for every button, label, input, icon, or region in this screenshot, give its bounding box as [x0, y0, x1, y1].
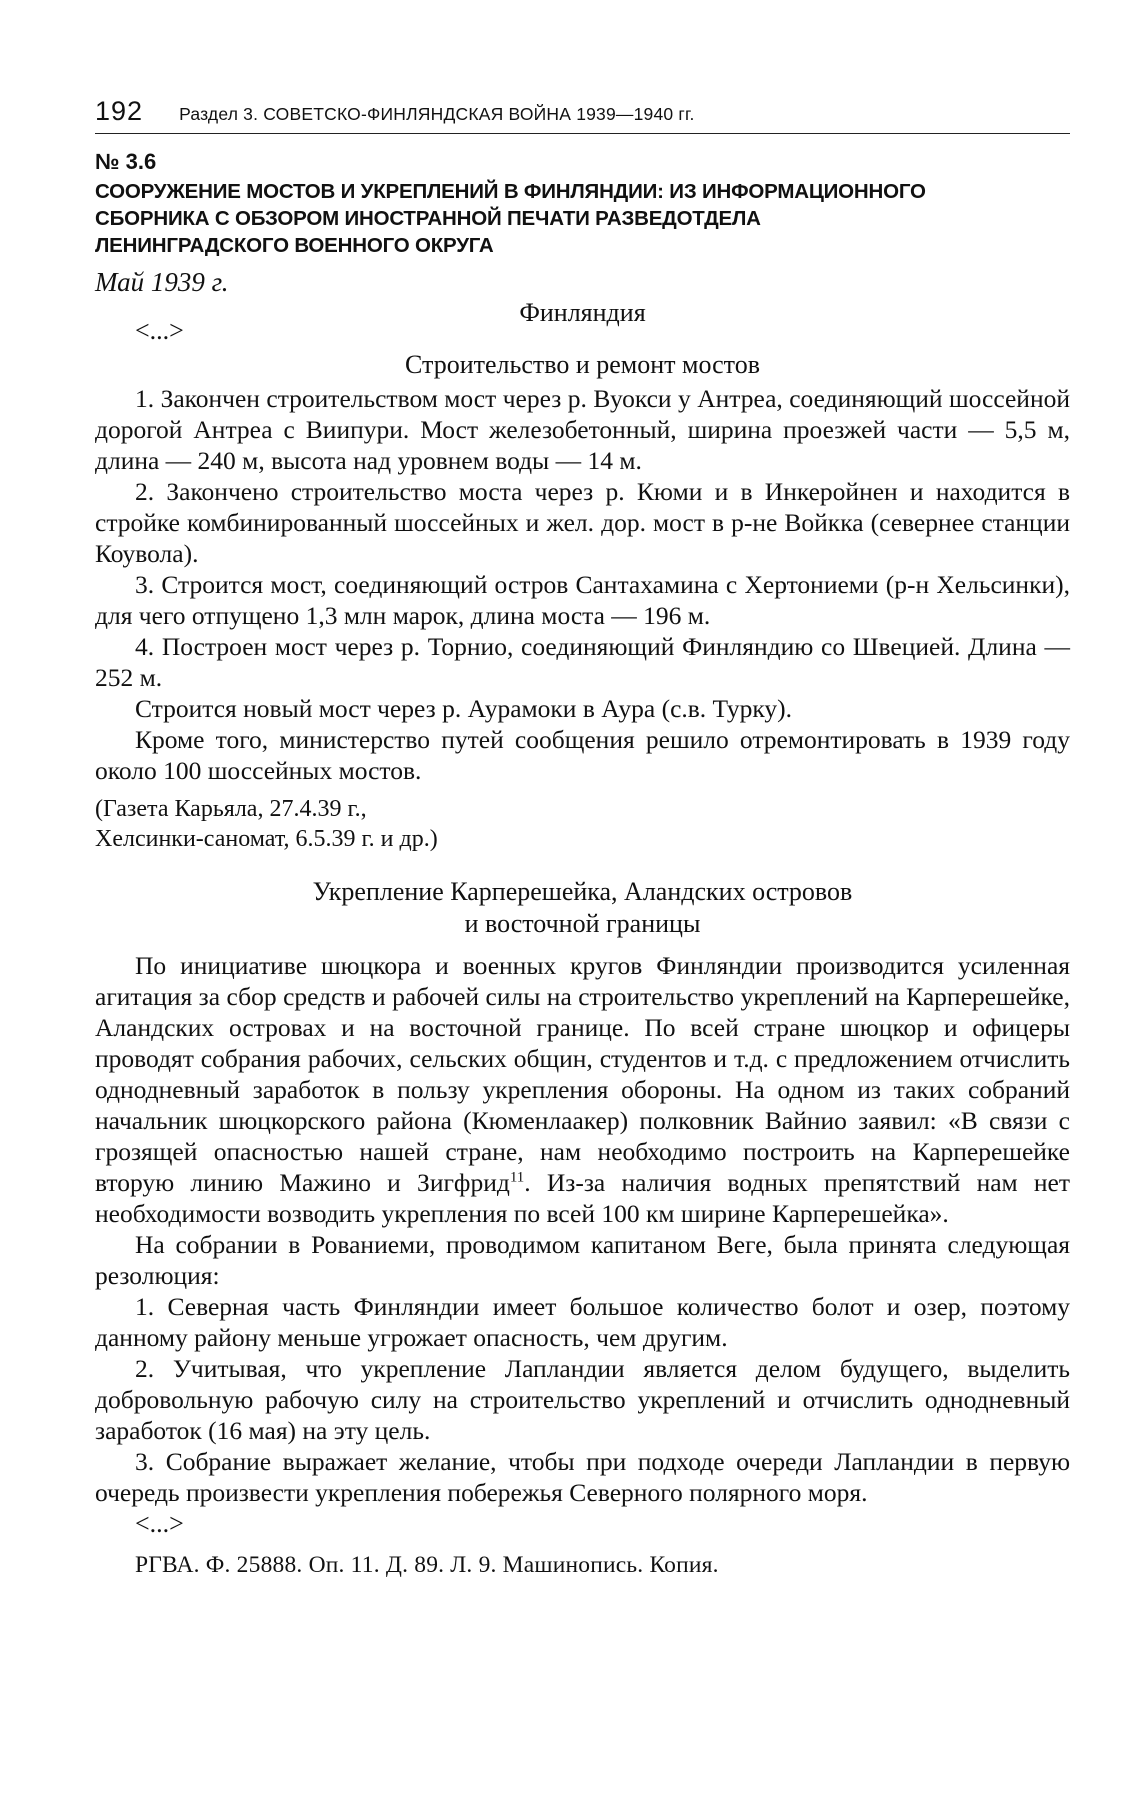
section-heading-fortifications [95, 876, 1070, 940]
paragraph: На собрании в Рованиеми, проводимом капитаном Веге, была принята следующая резолюция: [95, 1230, 1070, 1290]
section-heading-bridges: Строительство и ремонт мостов [405, 350, 760, 379]
omission-mark: <...> [135, 316, 184, 345]
running-head [95, 96, 1070, 134]
paragraph: 3. Собрание выражает желание, чтобы при подходе очереди Лапландии в первую очередь произвести укрепления побережья Северного полярного моря. [95, 1447, 1070, 1507]
page-number: 192 [95, 96, 144, 126]
omission-mark: <...> [135, 1509, 184, 1538]
section-heading-line: Укрепление Карперешейка, Аландских островов [312, 877, 853, 906]
press-source [95, 794, 1070, 854]
paragraph: 1. Северная часть Финляндии имеет большое количество болот и озер, поэтому данному району меньше угрожает опасность, чем другим. [95, 1292, 1070, 1352]
paragraph: Строится новый мост через р. Аурамоки в Аура (с.в. Турку). [135, 694, 793, 723]
press-source-line: Хелсинки-саномат, 6.5.39 г. и др.) [95, 826, 438, 852]
paragraph-text: По инициативе шюцкора и военных кругов Финляндии производится усиленная агитация за сбор средств и рабочей силы на строительство укреплений на Карперешейке, Аландских островах и на восточной границе. По всей стране шюцкор и офицеры проводят собрания рабочих, сельских общин, студентов и т.д. с предложением отчислить однодневный заработок в пользу укрепления обороны. На одном из таких собраний начальник шюцкорского района (Кюменлаакер) полковник Вайнио заявил: «В связи с грозящей опасностью нашей стране, нам необходимо построить на Карперешейке вторую линию Мажино и Зигфрид [95, 951, 1070, 1197]
section-title: Раздел 3. СОВЕТСКО-ФИНЛЯНДСКАЯ ВОЙНА 1939—1940 гг. [179, 104, 695, 124]
press-source-line: (Газета Карьяла, 27.4.39 г., [95, 796, 367, 822]
paragraph: 4. Построен мост через р. Торнио, соединяющий Финляндию со Швецией. Длина — 252 м. [95, 632, 1070, 692]
document-date: Май 1939 г. [95, 267, 229, 297]
paragraph: 2. Закончено строительство моста через р. Кюми и в Инкеройнен и находится в стройке комбинированный шоссейных и жел. дор. мост в р-не Войкка (севернее станции Коувола). [95, 477, 1070, 568]
document-title-line: СБОРНИКА С ОБЗОРОМ ИНОСТРАННОЙ ПЕЧАТИ РАЗВЕДОТДЕЛА [95, 207, 761, 230]
paragraph-text: . Из-за наличия водных препятствий нам нет необходимости возводить укрепления по всей 100 км ширине Карперешейка». [95, 1168, 1070, 1228]
footnote-reference[interactable]: 11 [509, 1169, 525, 1186]
paragraph: 3. Строится мост, соединяющий остров Сантахамина с Хертониеми (р-н Хельсинки), для чего отпущено 1,3 млн марок, длина моста — 196 м. [95, 570, 1070, 630]
paragraph [95, 950, 1070, 1229]
paragraph: Кроме того, министерство путей сообщения решило отремонтировать в 1939 году около 100 шоссейных мостов. [95, 725, 1070, 785]
document-number: № 3.6 [95, 149, 157, 174]
paragraph: 1. Закончен строительством мост через р. Вуокси у Антреа, соединяющий шоссейной дорогой Антреа с Виипури. Мост железобетонный, ширина проезжей части — 5,5 м, длина — 240 м, высота над уровнем воды — 14 м. [95, 384, 1070, 475]
document-title [95, 178, 1070, 259]
archive-reference: РГВА. Ф. 25888. Оп. 11. Д. 89. Л. 9. Машинопись. Копия. [135, 1552, 719, 1578]
section-heading-line: и восточной границы [464, 909, 701, 938]
document-title-line: СООРУЖЕНИЕ МОСТОВ И УКРЕПЛЕНИЙ В ФИНЛЯНДИИ: ИЗ ИНФОРМАЦИОННОГО [95, 180, 926, 203]
document-page [95, 96, 1070, 1580]
paragraph: 2. Учитывая, что укрепление Лапландии является делом будущего, выделить добровольную рабочую силу на строительство укреплений и отчислить однодневный заработок (16 мая) на эту цель. [95, 1354, 1070, 1445]
country-heading: Финляндия [519, 298, 646, 327]
document-title-line: ЛЕНИНГРАДСКОГО ВОЕННОГО ОКРУГА [95, 234, 494, 257]
